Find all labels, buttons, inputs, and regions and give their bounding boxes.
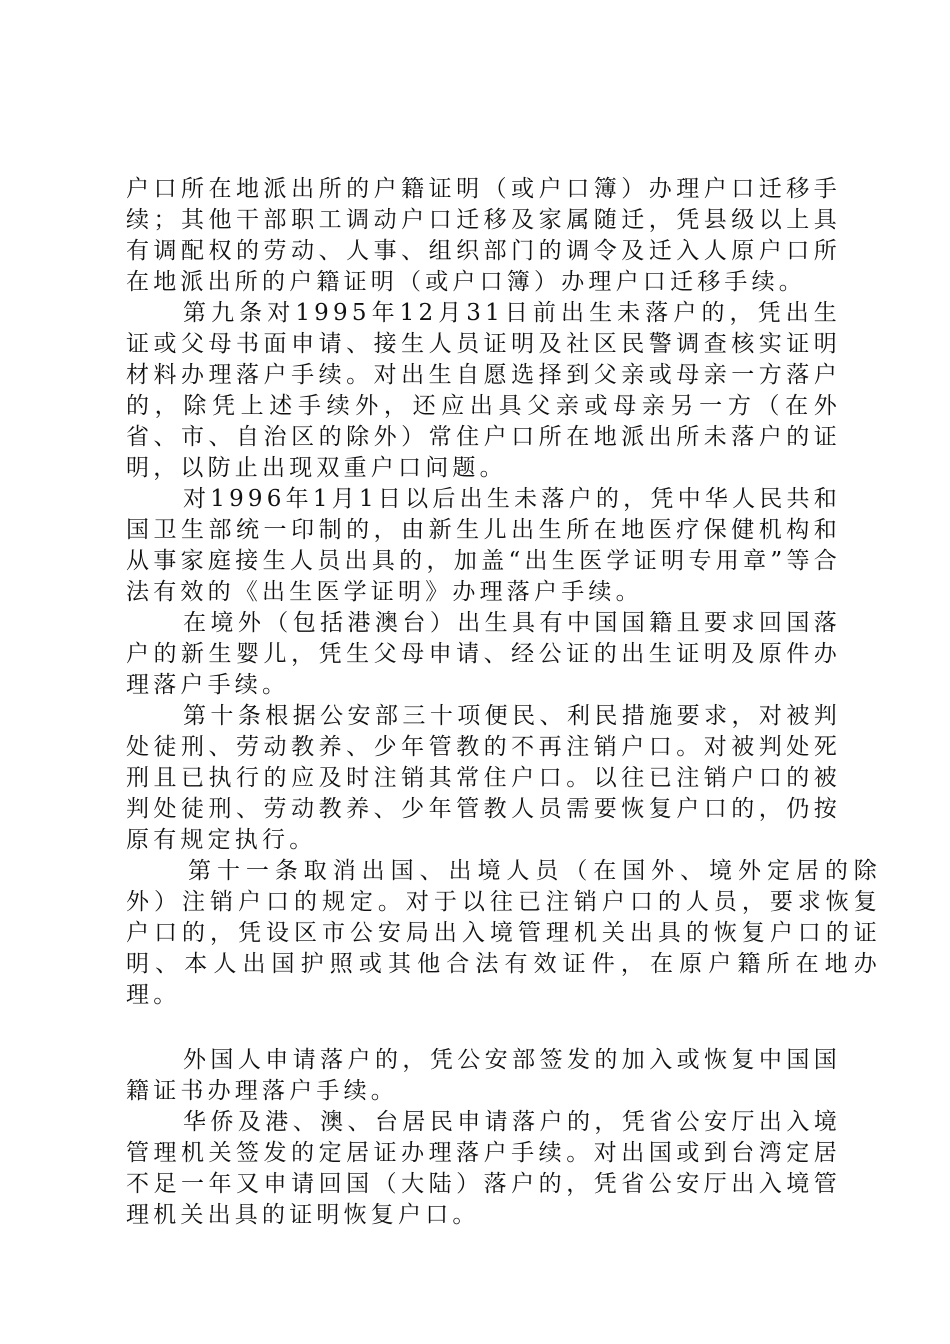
paragraph-household-migration: 户口所在地派出所的户籍证明（或户口簿）办理户口迁移手续；其他干部职工调动户口迁移及家属随迁，凭县级以上具有调配权的劳动、人事、组织部门的调令及迁入人原户口所在地派出所的户籍证明（或户口簿）办理户口迁移手续。 — [126, 176, 841, 295]
paragraph-article-10: 第十条根据公安部三十项便民、利民措施要求，对被判处徒刑、劳动教养、少年管教的不再注销户口。对被判处死刑且已执行的应及时注销其常住户口。以往已注销户口的被判处徒刑、劳动教养、少年管教人员需要恢复户口的，仍按原有规定执行。 — [126, 703, 841, 853]
paragraph-born-abroad: 在境外（包括港澳台）出生具有中国国籍且要求回国落户的新生婴儿，凭生父母申请、经公证的出生证明及原件办理落户手续。 — [126, 610, 841, 698]
paragraph-foreigner-settlement: 外国人申请落户的，凭公安部签发的加入或恢复中国国籍证书办理落户手续。 — [126, 1047, 841, 1104]
paragraph-article-11: 第十一条取消出国、出境人员（在国外、境外定居的除外）注销户口的规定。对于以往已注销户口的人员，要求恢复户口的，凭设区市公安局出入境管理机关出具的恢复户口的证明、本人出国护照或其他合法有效证件，在原户籍所在地办理。 — [126, 858, 881, 1008]
paragraph-overseas-chinese: 华侨及港、澳、台居民申请落户的，凭省公安厅出入境管理机关签发的定居证办理落户手续。对出国或到台湾定居不足一年又申请回国（大陆）落户的，凭省公安厅出入境管理机关出具的证明恢复户口。 — [126, 1109, 841, 1228]
paragraph-birth-after-1996: 对1996年1月1日以后出生未落户的，凭中华人民共和国卫生部统一印制的，由新生儿出生所在地医疗保健机构和从事家庭接生人员出具的，加盖“出生医学证明专用章”等合法有效的《出生医学证明》办理落户手续。 — [126, 486, 841, 605]
paragraph-article-9: 第九条对1995年12月31日前出生未落户的，凭出生证或父母书面申请、接生人员证明及社区民警调查核实证明材料办理落户手续。对出生自愿选择到父亲或母亲一方落户的，除凭上述手续外，还应出具父亲或母亲另一方（在外省、市、自治区的除外）常住户口所在地派出所未落户的证明，以防止出现双重户口问题。 — [126, 300, 841, 481]
document-body — [126, 174, 881, 1231]
